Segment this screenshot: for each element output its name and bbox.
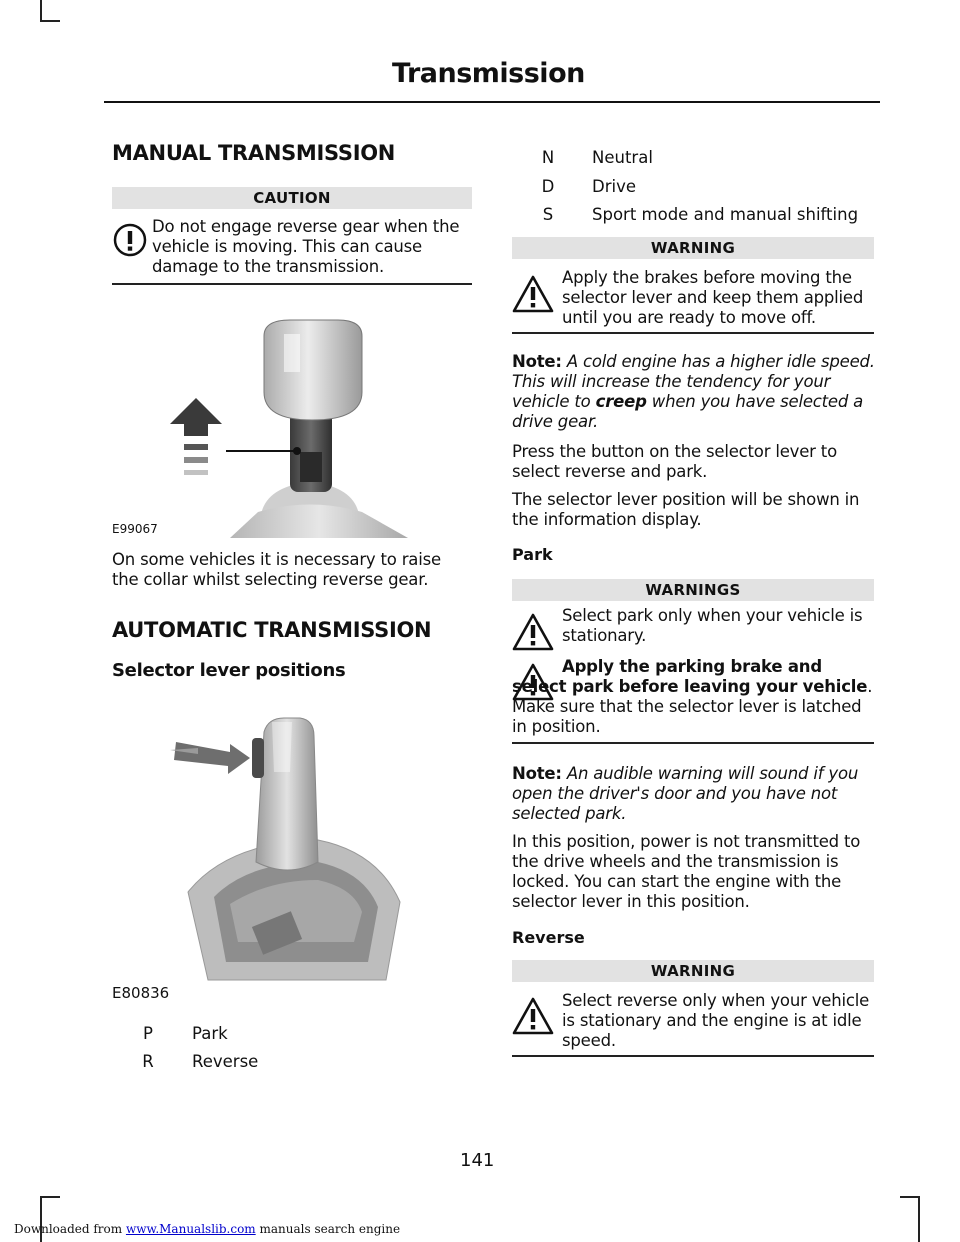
note-emphasis: creep	[595, 392, 647, 411]
crop-mark	[40, 20, 60, 22]
manual-gear-knob-figure	[110, 312, 476, 538]
footer-prefix: Downloaded from	[14, 1222, 126, 1236]
warning-triangle-icon	[511, 996, 555, 1036]
note-text: when you have selected a drive gear.	[512, 392, 864, 431]
caution-banner: CAUTION	[112, 187, 472, 209]
manualslib-link[interactable]: www.Manualslib.com	[125, 1222, 256, 1236]
footer-suffix: manuals search engine	[255, 1222, 401, 1236]
collar-paragraph: On some vehicles it is necessary to raise the collar whilst selecting reverse gear.	[112, 550, 441, 589]
caution-rule	[112, 283, 472, 285]
warning-text: . Make sure that the selector lever is latched in position.	[512, 677, 873, 736]
reverse-heading: Reverse	[512, 928, 585, 947]
warning-triangle-icon	[511, 274, 555, 314]
download-footer	[14, 1222, 400, 1236]
warning-rule	[512, 332, 874, 334]
position-label: Drive	[592, 177, 636, 196]
manual-transmission-heading: MANUAL TRANSMISSION	[112, 141, 396, 165]
figure-code: E80836	[112, 984, 170, 1002]
display-paragraph: The selector lever position will be shown in the information display.	[512, 490, 860, 529]
position-label: Reverse	[192, 1052, 259, 1071]
warning-banner: WARNING	[512, 960, 874, 982]
note-audible-warning	[512, 764, 876, 824]
position-label: Neutral	[592, 148, 653, 167]
exclamation-circle-icon	[112, 222, 148, 258]
header-rule	[104, 101, 880, 103]
position-code: N	[541, 148, 555, 167]
warning-rule	[512, 1055, 874, 1057]
caution-text: Do not engage reverse gear when the vehicle is moving. This can cause damage to the transmission.	[152, 217, 460, 276]
position-code: P	[143, 1024, 153, 1043]
position-code: R	[142, 1052, 154, 1071]
position-label: Park	[192, 1024, 228, 1043]
note-text: An audible warning will sound if you open the driver's door and you have not selected park.	[512, 764, 859, 823]
note-label: Note:	[512, 352, 562, 371]
page-number: 141	[460, 1150, 495, 1171]
automatic-selector-figure	[168, 712, 414, 984]
warning-brakes-text: Apply the brakes before moving the selector lever and keep them applied until you are ready to move off.	[562, 268, 864, 327]
crop-mark	[40, 0, 42, 22]
note-cold-engine	[512, 352, 876, 432]
crop-mark	[900, 1196, 920, 1198]
figure-code: E99067	[112, 522, 158, 536]
crop-mark	[918, 1196, 920, 1242]
park-position-paragraph: In this position, power is not transmitted to the drive wheels and the transmission is locked. You can start the engine with the selector lever in this position.	[512, 832, 861, 911]
warning-park-stationary-text: Select park only when your vehicle is stationary.	[562, 606, 863, 645]
position-code: S	[542, 205, 554, 224]
warning-reverse-text: Select reverse only when your vehicle is stationary and the engine is at idle speed.	[562, 991, 870, 1050]
warning-emphasis: Apply the parking brake and select park before leaving your vehicle	[512, 657, 868, 696]
position-label: Sport mode and manual shifting	[592, 205, 859, 224]
warnings-banner: WARNINGS	[512, 579, 874, 601]
crop-mark	[40, 1196, 60, 1198]
warning-banner: WARNING	[512, 237, 874, 259]
page-title: Transmission	[392, 58, 585, 89]
warning-parking-brake-text	[512, 657, 876, 737]
position-code: D	[541, 177, 555, 196]
warning-triangle-icon	[511, 612, 555, 652]
park-heading: Park	[512, 545, 553, 564]
warnings-rule	[512, 742, 874, 744]
selector-positions-heading: Selector lever positions	[112, 660, 346, 681]
press-button-paragraph: Press the button on the selector lever to select reverse and park.	[512, 442, 837, 481]
automatic-transmission-heading: AUTOMATIC TRANSMISSION	[112, 618, 432, 642]
note-text: A cold engine has a higher idle speed. This will increase the tendency for your vehicle to	[512, 352, 875, 411]
note-label: Note:	[512, 764, 562, 783]
